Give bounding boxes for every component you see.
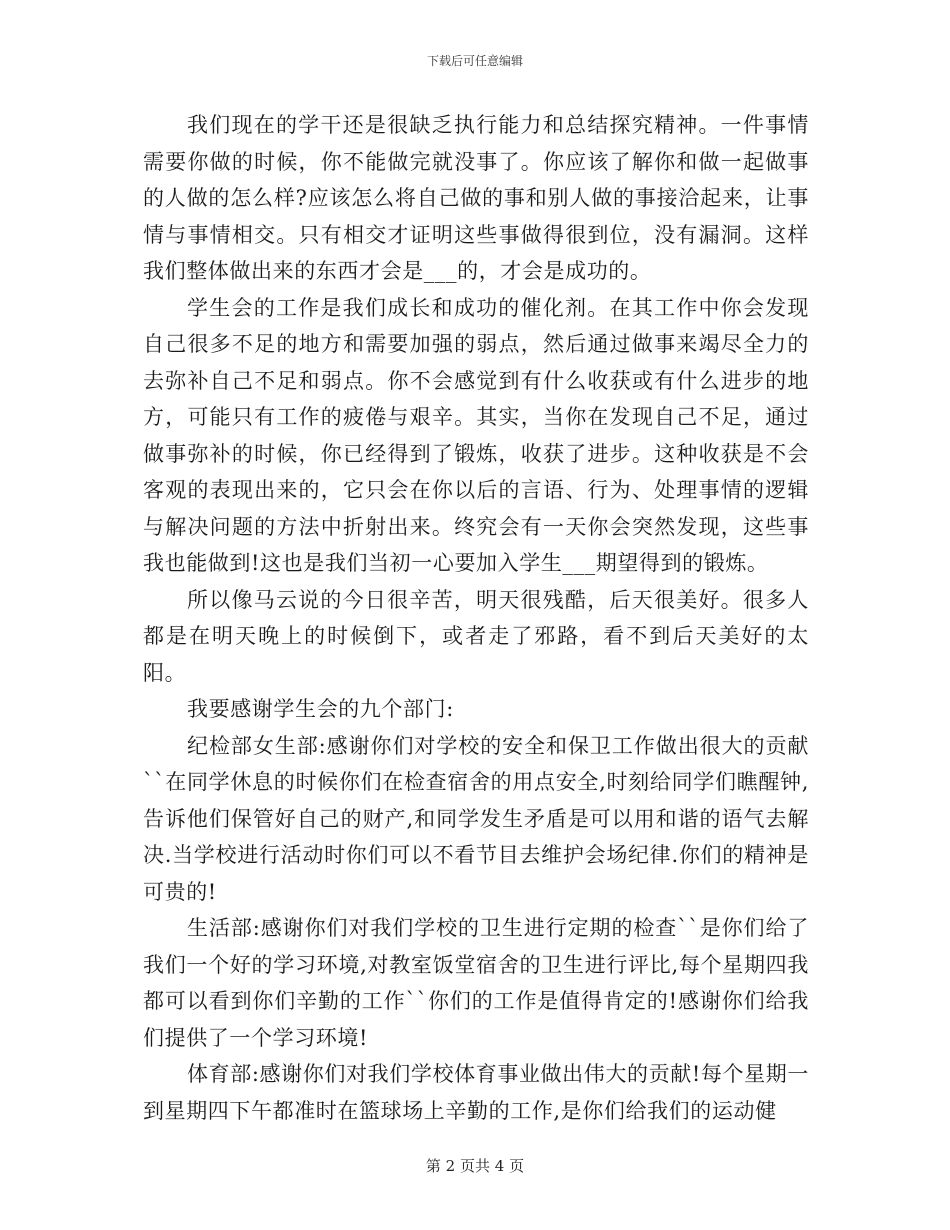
paragraph: 生活部:感谢你们对我们学校的卫生进行定期的检查``是你们给了我们一个好的学习环境,对教室饭堂宿舍的卫生进行评比,每个星期四我都可以看到你们辛勤的工作``你们的工作是值得肯定的!感谢你们给我们提供了一个学习环境!	[143, 916, 809, 1050]
paragraph: 所以像马云说的今日很辛苦，明天很残酷，后天很美好。很多人都是在明天晚上的时候倒下，或者走了邪路，看不到后天美好的太阳。	[143, 587, 809, 685]
page-number: 第 2 页共 4 页	[425, 1157, 525, 1175]
page-header-note: 下载后可任意编辑	[426, 54, 523, 68]
paragraph: 学生会的工作是我们成长和成功的催化剂。在其工作中你会发现自己很多不足的地方和需要加强的弱点，然后通过做事来竭尽全力的去弥补自己不足和弱点。你不会感觉到有什么收获或有什么进步的地方，可能只有工作的疲倦与艰辛。其实，当你在发现自己不足，通过做事弥补的时候，你已经得到了锻炼，收获了进步。这种收获是不会客观的表现出来的，它只会在你以后的言语、行为、处理事情的逻辑与解决问题的方法中折射出来。终究会有一天你会突然发现，这些事我也能做到!这也是我们当初一心要加入学生___期望得到的锻炼。	[143, 295, 809, 575]
paragraph: 我们现在的学干还是很缺乏执行能力和总结探究精神。一件事情需要你做的时候，你不能做完就没事了。你应该了解你和做一起做事的人做的怎么样?应该怎么将自己做的事和别人做的事接洽起来，让事情与事情相交。只有相交才证明这些事做得很到位，没有漏洞。这样我们整体做出来的东西才会是___的，才会是成功的。	[143, 113, 809, 283]
paragraph: 我要感谢学生会的九个部门:	[187, 697, 454, 721]
paragraph: 纪检部女生部:感谢你们对学校的安全和保卫工作做出很大的贡献``在同学休息的时候你们在检查宿舍的用点安全,时刻给同学们瞧醒钟,告诉他们保管好自己的财产,和同学发生矛盾是可以用和谐的语气去解决.当学校进行活动时你们可以不看节目去维护会场纪律.你们的精神是可贵的!	[143, 733, 809, 904]
document-body	[143, 107, 809, 1129]
paragraph: 体育部:感谢你们对我们学校体育事业做出伟大的贡献!每个星期一到星期四下午都准时在篮球场上辛勤的工作,是你们给我们的运动健	[143, 1062, 809, 1123]
